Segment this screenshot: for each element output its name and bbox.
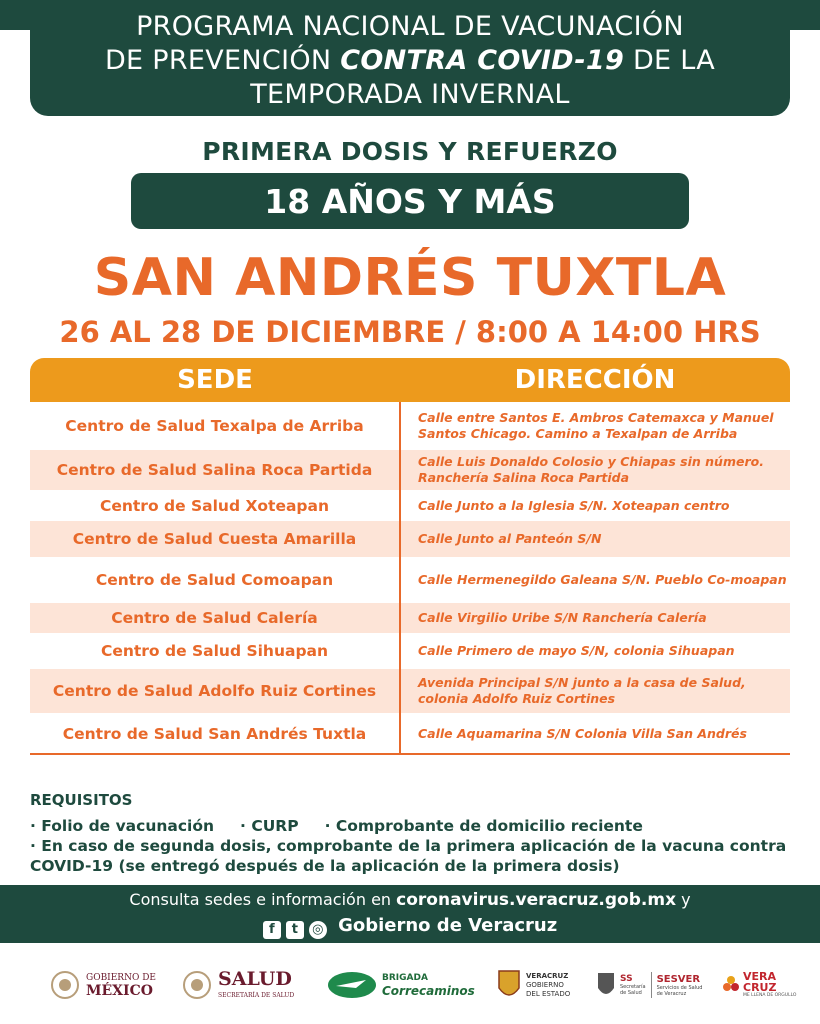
dose-title: PRIMERA DOSIS Y REFUERZO	[202, 137, 618, 166]
table-row	[30, 490, 790, 521]
website-link[interactable]: coronavirus.veracruz.gob.mx	[396, 890, 677, 910]
sede-cell: Centro de Salud Calería	[111, 609, 318, 627]
sites-table	[30, 402, 790, 754]
logo-text: de Salud	[620, 990, 642, 996]
gobierno-mexico-logo	[50, 960, 156, 1010]
logo-text: DEL ESTADO	[526, 989, 571, 998]
instagram-icon[interactable]: ◎	[309, 921, 327, 939]
logo-text: GOBIERNO	[526, 980, 564, 989]
veracruz-orgullo-logo	[722, 960, 796, 1010]
table-row	[30, 521, 790, 557]
logo-text: VERACRUZ	[526, 971, 569, 980]
city-title: SAN ANDRÉS TUXTLA	[93, 248, 727, 308]
table-row	[30, 450, 790, 490]
logo-text: VERA	[743, 970, 777, 983]
direccion-cell: Calle Luis Donaldo Colosio y Chiapas sin número. Ranchería Salina Roca Partida	[418, 454, 764, 485]
date-schedule: 26 AL 28 DE DICIEMBRE / 8:00 A 14:00 HRS	[59, 315, 761, 349]
column-divider	[399, 402, 401, 754]
veracruz-gobierno-logo	[497, 960, 570, 1010]
header-line-2-bold: CONTRA COVID-19	[340, 45, 625, 76]
veracruz-flower-icon	[722, 973, 740, 997]
logo-text: SECRETARÍA DE SALUD	[218, 991, 295, 999]
direccion-cell: Calle Aquamarina S/N Colonia Villa San Andrés	[418, 725, 747, 741]
requirement-curp: · CURP	[240, 817, 299, 835]
table-row	[30, 669, 790, 713]
sede-cell: Centro de Salud Texalpa de Arriba	[65, 417, 364, 435]
government-social-line	[0, 915, 820, 939]
sede-column-header: SEDE	[177, 365, 253, 395]
requirements-title: REQUISITOS	[30, 791, 133, 809]
requirements-line-1	[30, 817, 669, 835]
table-row	[30, 603, 790, 633]
logo-text: CRUZ	[743, 981, 777, 994]
ss-shield-icon	[596, 970, 616, 1000]
logo-text: ME LLENA DE ORGULLO	[743, 993, 797, 998]
logo-text: BRIGADA	[382, 973, 428, 983]
government-handle: Gobierno de Veracruz	[338, 915, 558, 936]
logo-text: Correcaminos	[382, 984, 475, 998]
veracruz-shield-icon	[497, 968, 521, 1002]
sede-cell: Centro de Salud Cuesta Amarilla	[72, 530, 357, 548]
sede-cell: Centro de Salud Salina Roca Partida	[56, 461, 373, 479]
ss-sesver-logo	[596, 960, 702, 1010]
logo-text: MÉXICO	[86, 983, 153, 999]
table-row	[30, 713, 790, 754]
facebook-icon[interactable]: f	[263, 921, 281, 939]
table-bottom-rule	[30, 753, 790, 755]
logo-text: de Veracruz	[656, 990, 687, 997]
footer-band	[0, 885, 820, 943]
brigada-correcaminos-logo	[326, 960, 475, 1010]
logo-text: Servicios de Salud	[656, 984, 703, 991]
header-line-1: PROGRAMA NACIONAL DE VACUNACIÓN	[136, 11, 684, 42]
direccion-column-header: DIRECCIÓN	[514, 365, 676, 395]
logo-strip	[0, 960, 820, 1010]
direccion-cell: Calle Junto al Panteón S/N	[418, 531, 602, 546]
sede-cell: Centro de Salud Adolfo Ruiz Cortines	[52, 682, 377, 700]
requirements-line-3: COVID-19 (se entregó después de la aplicación de la primera dosis)	[30, 857, 620, 875]
correcaminos-icon	[326, 968, 378, 1002]
twitter-icon[interactable]: t	[286, 921, 304, 939]
consult-text: Consulta sedes e información en	[129, 890, 397, 909]
sede-cell: Centro de Salud San Andrés Tuxtla	[62, 724, 367, 743]
program-header	[30, 0, 790, 116]
requirement-domicilio: · Comprobante de domicilio reciente	[324, 817, 643, 835]
direccion-cell: Avenida Principal S/N junto a la casa de Salud, colonia Adolfo Ruiz Cortines	[418, 675, 746, 706]
logo-divider	[651, 972, 652, 998]
requirements-line-2: · En caso de segunda dosis, comprobante de la primera aplicación de la vacuna contra	[30, 837, 787, 855]
logo-text: GOBIERNO DE	[86, 973, 156, 983]
salud-seal-icon	[182, 968, 212, 1002]
header-line-2-post: DE LA	[624, 45, 716, 76]
consult-line	[0, 890, 820, 910]
direccion-cell: Calle entre Santos E. Ambros Catemaxca y Manuel Santos Chicago. Camino a Texalpan de Arriba	[418, 410, 774, 441]
header-line-2	[30, 44, 790, 78]
logo-text: SESVER	[656, 973, 701, 985]
table-row	[30, 402, 790, 450]
table-header	[30, 358, 790, 402]
table-row	[30, 633, 790, 669]
sede-cell: Centro de Salud Comoapan	[95, 571, 334, 589]
direccion-cell: Calle Primero de mayo S/N, colonia Sihuapan	[418, 643, 735, 658]
logo-text: SALUD	[218, 967, 292, 990]
direccion-cell: Calle Virgilio Uribe S/N Ranchería Calería	[418, 610, 707, 625]
header-line-2-pre: DE PREVENCIÓN	[104, 45, 341, 76]
salud-logo	[182, 960, 294, 1010]
sede-cell: Centro de Salud Sihuapan	[100, 642, 329, 660]
direccion-cell: Calle Hermenegildo Galeana S/N. Pueblo Co-moapan	[418, 572, 787, 587]
logo-text: Secretaría	[620, 984, 646, 990]
table-row	[30, 557, 790, 603]
direccion-cell: Calle Junto a la Iglesia S/N. Xoteapan centro	[418, 497, 730, 513]
consult-suffix: y	[676, 890, 691, 909]
mexico-seal-icon	[50, 968, 80, 1002]
requirement-folio: · Folio de vacunación	[30, 817, 215, 835]
logo-text: SS	[620, 974, 633, 984]
sede-cell: Centro de Salud Xoteapan	[99, 496, 330, 515]
age-group-badge: 18 AÑOS Y MÁS	[131, 173, 689, 229]
header-line-3: TEMPORADA INVERNAL	[250, 79, 570, 110]
